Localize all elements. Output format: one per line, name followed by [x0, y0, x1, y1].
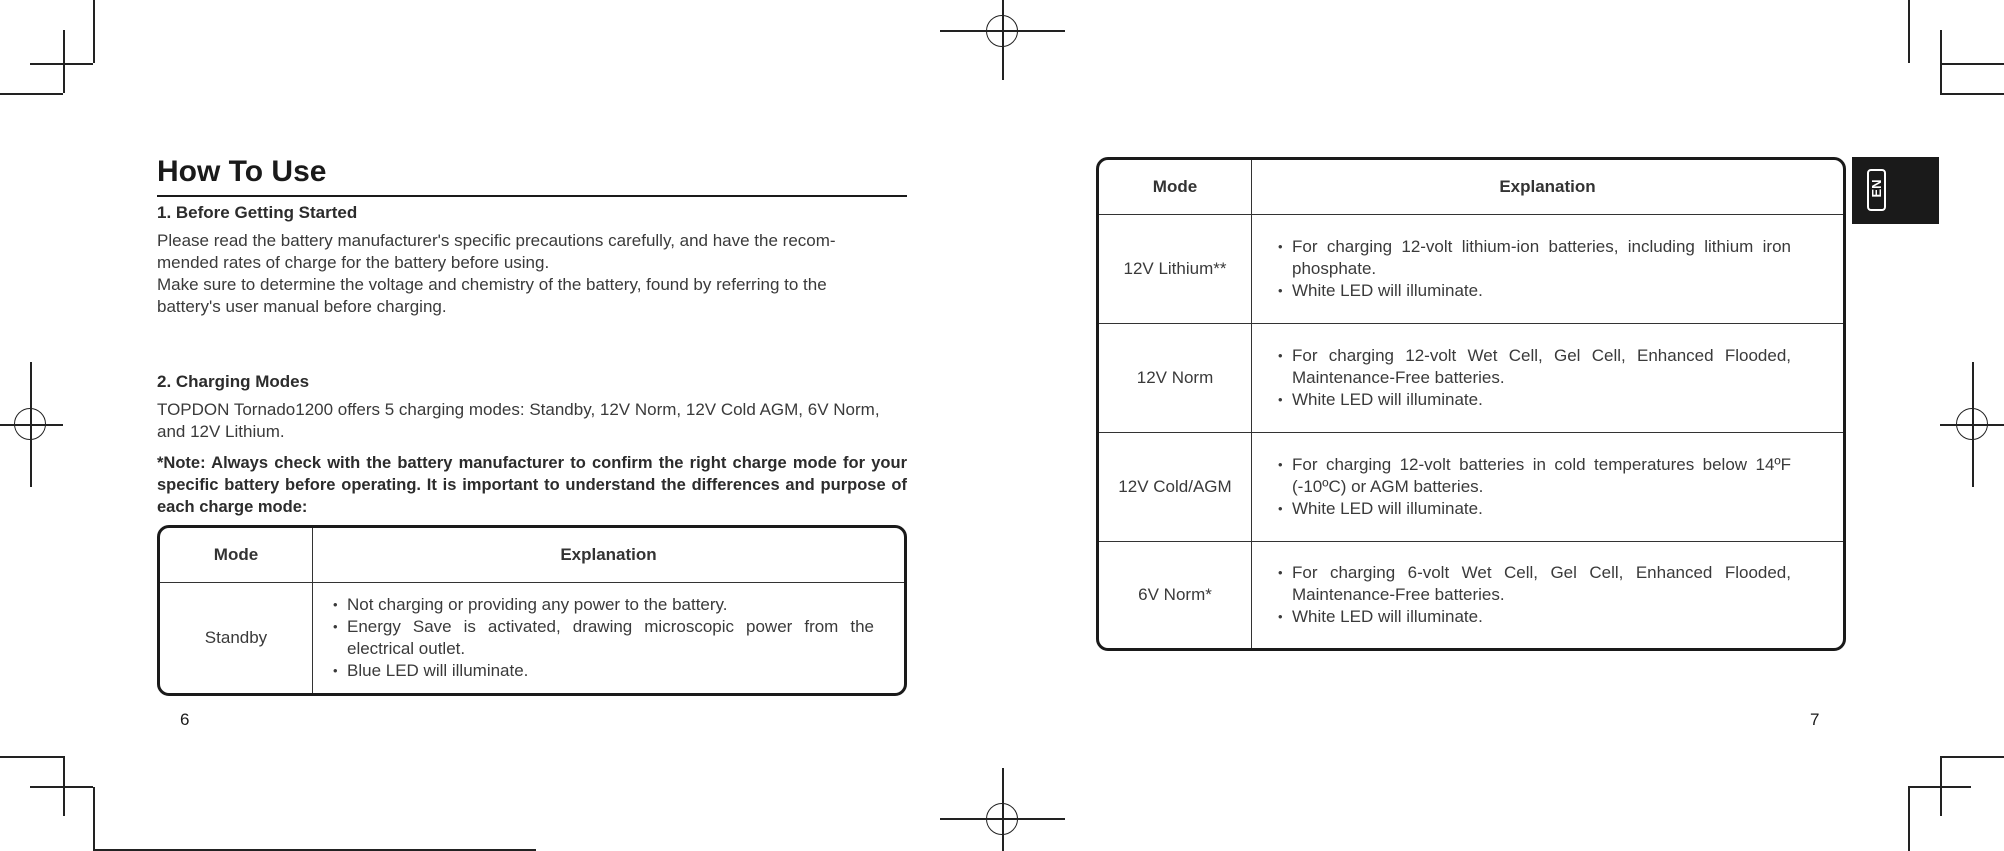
bullet-list: [1278, 236, 1791, 302]
language-badge: [1867, 169, 1886, 211]
language-tab: [1852, 157, 1939, 224]
mode-cell: 6V Norm*: [1099, 542, 1252, 648]
language-label: EN: [1869, 179, 1884, 198]
explanation-column-header: Explanation: [313, 528, 904, 583]
list-item: • For charging 6-volt Wet Cell, Gel Cell, Enhanced Flooded, Maintenance-Free batteries.: [1278, 562, 1791, 606]
list-item: • Energy Save is activated, drawing microscopic power from the electrical outlet.: [333, 616, 874, 660]
table-row: [1099, 542, 1843, 648]
paragraph-line: Make sure to determine the voltage and chemistry of the battery, found by referring to the: [157, 275, 827, 294]
list-item: • For charging 12-volt lithium-ion batteries, including lithium iron phosphate.: [1278, 236, 1791, 280]
paragraph-line: mended rates of charge for the battery before using.: [157, 253, 550, 272]
standby-mode-table: [157, 525, 907, 696]
section-heading-before-getting-started: 1. Before Getting Started: [157, 203, 358, 222]
table-header-row: [160, 528, 904, 583]
list-item: • White LED will illuminate.: [1278, 389, 1791, 411]
mode-cell: 12V Cold/AGM: [1099, 433, 1252, 542]
table-row: [1099, 324, 1843, 433]
mode-cell: 12V Norm: [1099, 324, 1252, 433]
page-number-right: 7: [1810, 710, 1820, 729]
list-item: • White LED will illuminate.: [1278, 498, 1791, 520]
list-item: • For charging 12-volt Wet Cell, Gel Cell, Enhanced Flooded, Maintenance-Free batteries.: [1278, 345, 1791, 389]
explanation-cell: [1252, 542, 1843, 648]
section-heading-charging-modes: 2. Charging Modes: [157, 372, 310, 391]
list-item: • White LED will illuminate.: [1278, 280, 1791, 302]
list-item: • Not charging or providing any power to the battery.: [333, 594, 874, 616]
table-row: [1099, 433, 1843, 542]
bullet-list: [333, 594, 874, 682]
paragraph-line: Please read the battery manufacturer's specific precautions carefully, and have the recom-: [157, 231, 836, 250]
page-title: How To Use: [157, 155, 327, 188]
page-number-left: 6: [180, 710, 190, 729]
list-item: • For charging 12-volt batteries in cold temperatures below 14ºF (-10ºC) or AGM batteries.: [1278, 454, 1791, 498]
list-item: • White LED will illuminate.: [1278, 606, 1791, 628]
table-row: [1099, 215, 1843, 324]
table-row: [160, 583, 904, 693]
explanation-column-header: Explanation: [1252, 160, 1843, 215]
mode-column-header: Mode: [160, 528, 313, 583]
mode-column-header: Mode: [1099, 160, 1252, 215]
explanation-cell: [1252, 324, 1843, 433]
bullet-list: [1278, 562, 1791, 628]
table-header-row: [1099, 160, 1843, 215]
paragraph-line: battery's user manual before charging.: [157, 297, 447, 316]
bullet-list: [1278, 454, 1791, 520]
mode-cell: Standby: [160, 583, 313, 693]
list-item: • Blue LED will illuminate.: [333, 660, 874, 682]
explanation-cell: [313, 583, 904, 693]
charging-modes-table: [1096, 157, 1846, 651]
charging-modes-intro: TOPDON Tornado1200 offers 5 charging modes: Standby, 12V Norm, 12V Cold AGM, 6V Norm, and 12V Lithium.: [157, 400, 880, 441]
charge-mode-note: *Note: Always check with the battery manufacturer to confirm the right charge mode for your specific battery before operating. It is important to understand the differences and purpose of each charge mode:: [157, 454, 907, 516]
bullet-list: [1278, 345, 1791, 411]
explanation-cell: [1252, 215, 1843, 324]
before-started-paragraph: [157, 230, 917, 318]
title-rule: [157, 195, 907, 197]
mode-cell: 12V Lithium**: [1099, 215, 1252, 324]
explanation-cell: [1252, 433, 1843, 542]
